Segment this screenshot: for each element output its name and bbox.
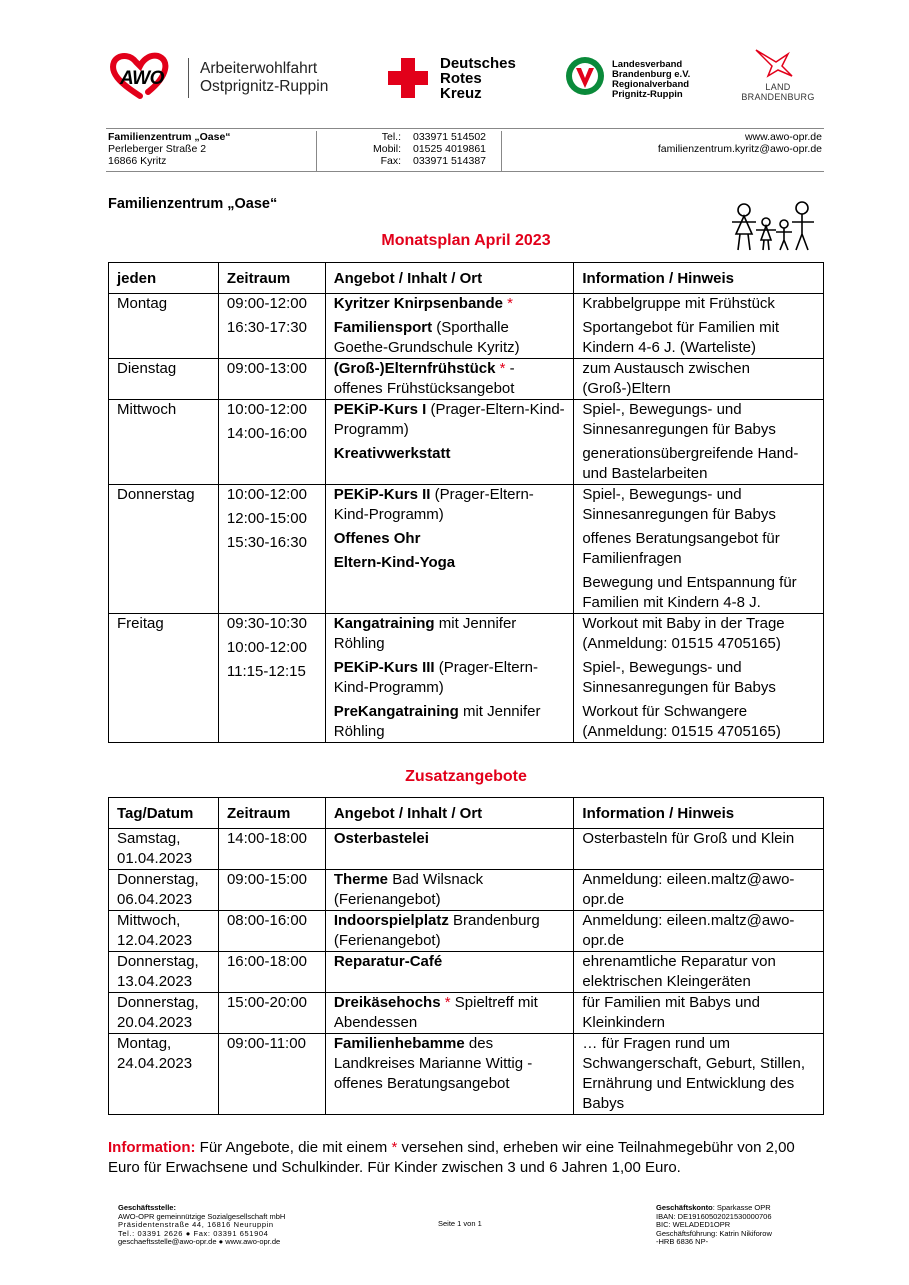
time-cell: 09:00-11:00 <box>218 1034 325 1115</box>
awo-short: AWO <box>120 68 164 89</box>
offer-cell <box>325 400 574 485</box>
header-time: Zeitraum <box>218 798 325 829</box>
vs-name-line1: Landesverband <box>612 59 683 70</box>
time-cell: 16:00-18:00 <box>218 952 325 993</box>
entry-offer <box>334 444 566 464</box>
entry-title: Kreativwerkstatt <box>333 445 451 462</box>
entry-info: Workout mit Baby in der Trage (Anmeldung: 01515 4705165) <box>582 615 785 652</box>
drk-name-line1: Deutsches <box>440 55 516 72</box>
entry-title: Eltern-Kind-Yoga <box>333 554 456 571</box>
entry-title: Indoorspielplatz <box>333 912 449 929</box>
contact-street: Perleberger Straße 2 <box>108 143 207 155</box>
account-management: Geschäftsführung: Katrin Nikiforow <box>656 1228 772 1238</box>
contact-phone-labels <box>373 131 401 167</box>
center-title: Familienzentrum „Oase“ <box>108 196 278 212</box>
time-cell <box>218 485 325 614</box>
volkssolidaritaet-name <box>612 60 690 100</box>
table-row <box>109 485 824 614</box>
awo-logo <box>108 52 348 102</box>
entry-rest: Brandenburg (Ferienangebot) <box>333 912 540 949</box>
entry-offer <box>334 658 566 698</box>
row-day: Mittwoch, <box>117 912 181 929</box>
entry-offer <box>334 294 566 314</box>
row-date: 24.04.2023 <box>117 1055 193 1072</box>
plan-title: Monatsplan April 2023 <box>381 232 551 249</box>
entry-time: 16:30-17:30 <box>226 319 307 336</box>
contact-address <box>108 131 231 167</box>
contact-strip <box>106 128 824 172</box>
awo-separator <box>188 58 189 98</box>
entry-rest: des Landkreises Marianne Wittig - offenes Beratungsangebot <box>333 1035 533 1092</box>
entry-rest: Spieltreff mit Abendessen <box>333 994 538 1031</box>
awo-name <box>200 60 328 96</box>
entry-star: * <box>499 360 506 377</box>
contact-phone-values <box>413 131 486 167</box>
info-cell: ehrenamtliche Reparatur von elektrischen Kleingeräten <box>574 952 824 993</box>
day-cell: Dienstag <box>109 359 219 400</box>
extra-offers-title: Zusatzangebote <box>405 768 527 785</box>
entry-rest: - offenes Frühstücksangebot <box>333 360 515 397</box>
offer-cell <box>325 614 574 743</box>
offer-cell <box>325 829 574 870</box>
row-date: 13.04.2023 <box>117 973 193 990</box>
entry-time: 10:00-12:00 <box>226 639 307 656</box>
entry-offer <box>334 614 566 654</box>
entry-offer <box>334 529 566 549</box>
date-cell <box>109 829 219 870</box>
header-info: Information / Hinweis <box>574 798 824 829</box>
info-cell <box>574 359 824 400</box>
volkssolidaritaet-icon <box>564 54 606 100</box>
entry-time: 10:00-12:00 <box>226 401 307 418</box>
info-cell: … für Fragen rund um Schwangerschaft, Geburt, Stillen, Ernährung und Entwicklung des Babys <box>574 1034 824 1115</box>
page-number: Seite 1 von 1 <box>438 1219 482 1228</box>
entry-title: Offenes Ohr <box>333 530 421 547</box>
entry-info: zum Austausch zwischen (Groß-)Eltern <box>582 360 750 397</box>
row-day: Montag, <box>117 1035 172 1052</box>
day-cell: Mittwoch <box>109 400 219 485</box>
eagle-icon <box>748 46 798 82</box>
offer-cell <box>325 952 574 993</box>
entry-star: * <box>444 994 451 1011</box>
entry-rest: mit Jennifer Röhling <box>333 703 541 740</box>
info-cell <box>574 294 824 359</box>
website-link[interactable]: www.awo-opr.de <box>744 131 822 143</box>
time-cell: 08:00-16:00 <box>218 911 325 952</box>
fax-label: Fax: <box>380 155 401 167</box>
mobil-label: Mobil: <box>372 143 401 155</box>
entry-title: Kyritzer Knirpsenbande <box>333 295 503 312</box>
offer-cell <box>325 1034 574 1115</box>
row-day: Donnerstag, <box>117 953 199 970</box>
header-offer: Angebot / Inhalt / Ort <box>325 263 574 294</box>
entry-rest: (Prager-Eltern-Kind-Programm) <box>333 486 534 523</box>
entry-time: 12:00-15:00 <box>226 510 307 527</box>
info-text-a: Für Angebote, die mit einem <box>195 1139 392 1156</box>
header-offer: Angebot / Inhalt / Ort <box>325 798 574 829</box>
entry-rest: (Prager-Eltern-Kind-Programm) <box>333 659 538 696</box>
date-cell <box>109 993 219 1034</box>
tel-label: Tel.: <box>381 131 401 143</box>
table-row <box>109 1034 824 1115</box>
drk-name-line2: Rotes <box>440 70 482 87</box>
office-line1: AWO-OPR gemeinnützige Sozialgesellschaft mbH <box>118 1211 286 1221</box>
entry-title: Familienhebamme <box>333 1035 465 1052</box>
offer-cell <box>325 911 574 952</box>
fax-value: 033971 514387 <box>413 155 486 167</box>
table-row <box>109 614 824 743</box>
contact-phones <box>316 131 502 171</box>
extra-offers-header-row <box>109 798 824 829</box>
entry-rest: mit Jennifer Röhling <box>333 615 517 652</box>
info-label: Information: <box>108 1139 196 1156</box>
entry-title: Dreikäsehochs <box>333 994 441 1011</box>
info-cell <box>574 400 824 485</box>
entry-star: * <box>507 295 513 312</box>
entry-info: Spiel-, Bewegungs- und Sinnesanregungen für Babys <box>582 659 776 696</box>
entry-rest: (Prager-Eltern-Kind-Programm) <box>333 401 565 438</box>
entry-offer <box>334 400 566 440</box>
time-cell <box>218 400 325 485</box>
table-row <box>109 911 824 952</box>
contact-web <box>658 131 822 155</box>
header-date: Tag/Datum <box>109 798 219 829</box>
footer-office <box>118 1204 285 1247</box>
entry-info: Krabbelgruppe mit Frühstück <box>582 295 775 312</box>
awo-name-line2: Ostprignitz-Ruppin <box>200 78 329 95</box>
weekly-plan-header-row <box>109 263 824 294</box>
entry-time: 14:00-16:00 <box>226 425 307 442</box>
entry-time: 15:30-16:30 <box>226 534 307 551</box>
entry-title: Osterbastelei <box>333 830 429 847</box>
header-info: Information / Hinweis <box>574 263 824 294</box>
time-cell: 14:00-18:00 <box>218 829 325 870</box>
date-cell <box>109 1034 219 1115</box>
offer-cell <box>325 993 574 1034</box>
time-cell <box>218 294 325 359</box>
time-cell: 09:00-15:00 <box>218 870 325 911</box>
entry-rest: (Sporthalle Goethe-Grundschule Kyritz) <box>333 319 520 356</box>
header-time: Zeitraum <box>218 263 325 294</box>
drk-logo <box>388 56 528 106</box>
info-cell <box>574 614 824 743</box>
table-row <box>109 294 824 359</box>
vs-name-line2: Brandenburg e.V. <box>612 69 691 80</box>
time-cell <box>218 359 325 400</box>
account-iban: IBAN: DE19160502021530000706 <box>656 1211 772 1221</box>
entry-offer <box>334 359 566 399</box>
day-cell: Donnerstag <box>109 485 219 614</box>
tel-value: 033971 514502 <box>413 131 486 143</box>
fee-information <box>108 1138 824 1178</box>
entry-info: Workout für Schwangere (Anmeldung: 01515 4705165) <box>582 703 781 740</box>
header-logos <box>108 46 820 112</box>
entry-title: PEKiP-Kurs III <box>333 659 435 676</box>
row-date: 12.04.2023 <box>117 932 193 949</box>
entry-title: Familiensport <box>333 319 433 336</box>
awo-name-line1: Arbeiterwohlfahrt <box>200 60 318 77</box>
land-brandenburg-logo <box>736 46 820 112</box>
footer-account <box>656 1204 772 1247</box>
account-label: Geschäftskonto <box>656 1203 713 1212</box>
row-day: Donnerstag, <box>117 994 199 1011</box>
row-day: Donnerstag, <box>117 871 199 888</box>
vs-name-line3: Regionalverband <box>612 79 690 90</box>
entry-info: Bewegung und Entspannung für Familien mit Kindern 4-8 J. <box>582 574 797 611</box>
entry-info: Spiel-, Bewegungs- und Sinnesanregungen für Babys <box>582 486 776 523</box>
entry-info: Sportangebot für Familien mit Kindern 4-6 J. (Warteliste) <box>582 319 780 356</box>
mobil-value: 01525 4019861 <box>413 143 486 155</box>
date-cell <box>109 952 219 993</box>
date-cell <box>109 911 219 952</box>
offer-cell <box>325 870 574 911</box>
drk-name-line3: Kreuz <box>440 85 482 102</box>
office-line4: geschaeftsstelle@awo-opr.de ● www.awo-opr.de <box>118 1237 281 1246</box>
volkssolidaritaet-logo <box>564 54 724 110</box>
row-date: 20.04.2023 <box>117 1014 193 1031</box>
day-cell: Montag <box>109 294 219 359</box>
table-row <box>109 870 824 911</box>
entry-time: 09:00-12:00 <box>226 295 307 312</box>
entry-time: 10:00-12:00 <box>226 486 307 503</box>
office-label: Geschäftsstelle: <box>118 1203 176 1212</box>
entry-info: offenes Beratungsangebot für Familienfragen <box>582 530 780 567</box>
info-text-b: versehen sind, erheben wir eine Teilnahmegebühr von 2,00 Euro für Erwachsene und Schulkinder. Für Kinder zwischen 3 und 6 Jahren 1,00 Euro. <box>108 1139 795 1176</box>
entry-time: 11:15-12:15 <box>226 663 306 680</box>
entry-title: Reparatur-Café <box>333 953 443 970</box>
offer-cell <box>325 485 574 614</box>
info-cell: Anmeldung: eileen.maltz@awo-opr.de <box>574 911 824 952</box>
land-brandenburg-name <box>738 82 818 102</box>
info-cell <box>574 485 824 614</box>
offer-cell <box>325 294 574 359</box>
lb-name-line2: BRANDENBURG <box>741 92 815 102</box>
office-line2: Präsidentenstraße 44, 16816 Neuruppin <box>118 1220 274 1229</box>
time-cell: 15:00-20:00 <box>218 993 325 1034</box>
contact-name: Familienzentrum „Oase“ <box>108 131 231 143</box>
red-cross-icon <box>388 58 428 98</box>
info-cell: Anmeldung: eileen.maltz@awo-opr.de <box>574 870 824 911</box>
drk-name <box>440 56 516 101</box>
entry-rest: Bad Wilsnack (Ferienangebot) <box>333 871 484 908</box>
lb-name-line1: LAND <box>765 82 791 92</box>
entry-offer <box>334 553 566 573</box>
entry-title: Therme <box>333 871 389 888</box>
office-line3: Tel.: 03391 2626 ● Fax: 03391 651904 <box>118 1228 269 1238</box>
entry-offer <box>334 702 566 742</box>
info-cell: Osterbasteln für Groß und Klein <box>574 829 824 870</box>
table-row <box>109 952 824 993</box>
row-date: 06.04.2023 <box>117 891 193 908</box>
info-star: * <box>391 1139 398 1156</box>
account-hrb: -HRB 6836 NP- <box>656 1237 709 1246</box>
table-row <box>109 400 824 485</box>
table-row <box>109 829 824 870</box>
weekly-plan-table <box>108 262 824 743</box>
date-cell <box>109 870 219 911</box>
email-link[interactable]: familienzentrum.kyritz@awo-opr.de <box>657 143 822 155</box>
entry-title: Kangatraining <box>333 615 435 632</box>
entry-offer <box>334 485 566 525</box>
vs-name-line4: Prignitz-Ruppin <box>612 89 683 100</box>
entry-title: PEKiP-Kurs II <box>333 486 431 503</box>
account-bic: BIC: WELADED1OPR <box>656 1220 731 1229</box>
account-bank: : Sparkasse OPR <box>712 1203 771 1212</box>
table-row <box>109 993 824 1034</box>
table-row <box>109 359 824 400</box>
day-cell: Freitag <box>109 614 219 743</box>
row-day: Samstag, <box>117 830 181 847</box>
entry-time: 09:00-13:00 <box>226 360 307 377</box>
info-cell: für Familien mit Babys und Kleinkindern <box>574 993 824 1034</box>
time-cell <box>218 614 325 743</box>
contact-city: 16866 Kyritz <box>108 155 167 167</box>
row-date: 01.04.2023 <box>117 850 193 867</box>
entry-time: 09:30-10:30 <box>226 615 307 632</box>
entry-info: generationsübergreifende Hand- und Bastelarbeiten <box>582 445 799 482</box>
header-day: jeden <box>109 263 219 294</box>
entry-info: Spiel-, Bewegungs- und Sinnesanregungen für Babys <box>582 401 776 438</box>
entry-title: PreKangatraining <box>333 703 459 720</box>
extra-offers-table <box>108 797 824 1115</box>
entry-title: (Groß-)Elternfrühstück <box>333 360 496 377</box>
offer-cell <box>325 359 574 400</box>
entry-title: PEKiP-Kurs I <box>333 401 427 418</box>
entry-offer <box>334 318 566 358</box>
